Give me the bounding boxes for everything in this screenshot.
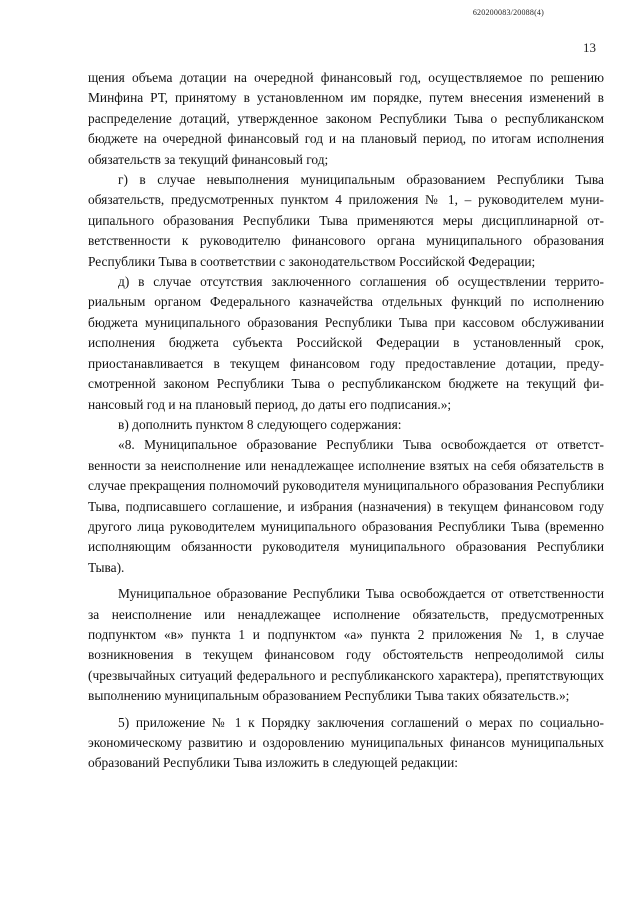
paragraph-continuation: щения объема дотации на очередной финансовый год, осуществляемое по решению Минфина РТ, принятому в установленном им порядке, путем внесения изменений в распределение дотаций, утвержденное законом Республики Тыва о республиканском бюджете на очередной финансовый год и на плановый период, по итогам исполнения обязательств за текущий финансовый год;	[88, 70, 604, 167]
paragraph-v: в) дополнить пунктом 8 следующего содержания:	[118, 416, 402, 432]
page-number: 13	[583, 40, 596, 55]
paragraph-g: г) в случае невыполнения муниципальным образованием Республики Тыва обязательств, предусмотренных пунктом 4 приложения № 1, – руководителем муниципального образования Республики Тыва применяются меры дисциплинарной ответственности к руководителю финансового органа муниципального образования Республики Тыва в соответствии с законодательством Российской Федерации;	[88, 172, 604, 269]
paragraph-d: д) в случае отсутствия заключенного соглашения об осуществлении территориальным органом Федерального казначейства отдельных функций по исполнению бюджета муниципального образования Республики Тыва при кассовом обслуживании исполнения бюджета субъекта Российской Федерации в установленный срок, приостанавливается в текущем финансовом году предоставление дотации, предусмотренной законом Республики Тыва о республиканском бюджете на текущий финансовый год и на плановый период, до даты его подписания.»;	[88, 274, 604, 412]
paragraph-item-8-second: Муниципальное образование Республики Тыва освобождается от ответственности за неисполнение или ненадлежащее исполнение обязательств, предусмотренных подпунктом «в» пункта 1 и подпунктом «а» пункта 2 приложения № 1, в случае возникновения в текущем финансовом году обстоятельств непреодолимой силы (чрезвычайных ситуаций федерального и республиканского характера), препятствующих выполнению муниципальным образованием Республики Тыва таких обязательств.»;	[88, 586, 604, 704]
document-body	[88, 68, 604, 774]
paragraph-5: 5) приложение № 1 к Порядку заключения соглашений о мерах по социально-экономическому развитию и оздоровлению муниципальных финансов муниципальных образований Республики Тыва изложить в следующей редакции:	[88, 714, 604, 771]
paragraph-item-8: «8. Муниципальное образование Республики Тыва освобождается от ответственности за неисполнение или ненадлежащее исполнение взятых на себя обязательств в случае прекращения полномочий руководителя муниципального образования Республики Тыва, подписавшего соглашение, и избрания (назначения) в текущем финансовом году другого лица руководителем муниципального образования Республики Тыва (временно исполняющим обязанности руководителя муниципального образования Республики Тыва).	[88, 437, 604, 575]
document-id: 620200083/20088(4)	[472, 8, 544, 17]
